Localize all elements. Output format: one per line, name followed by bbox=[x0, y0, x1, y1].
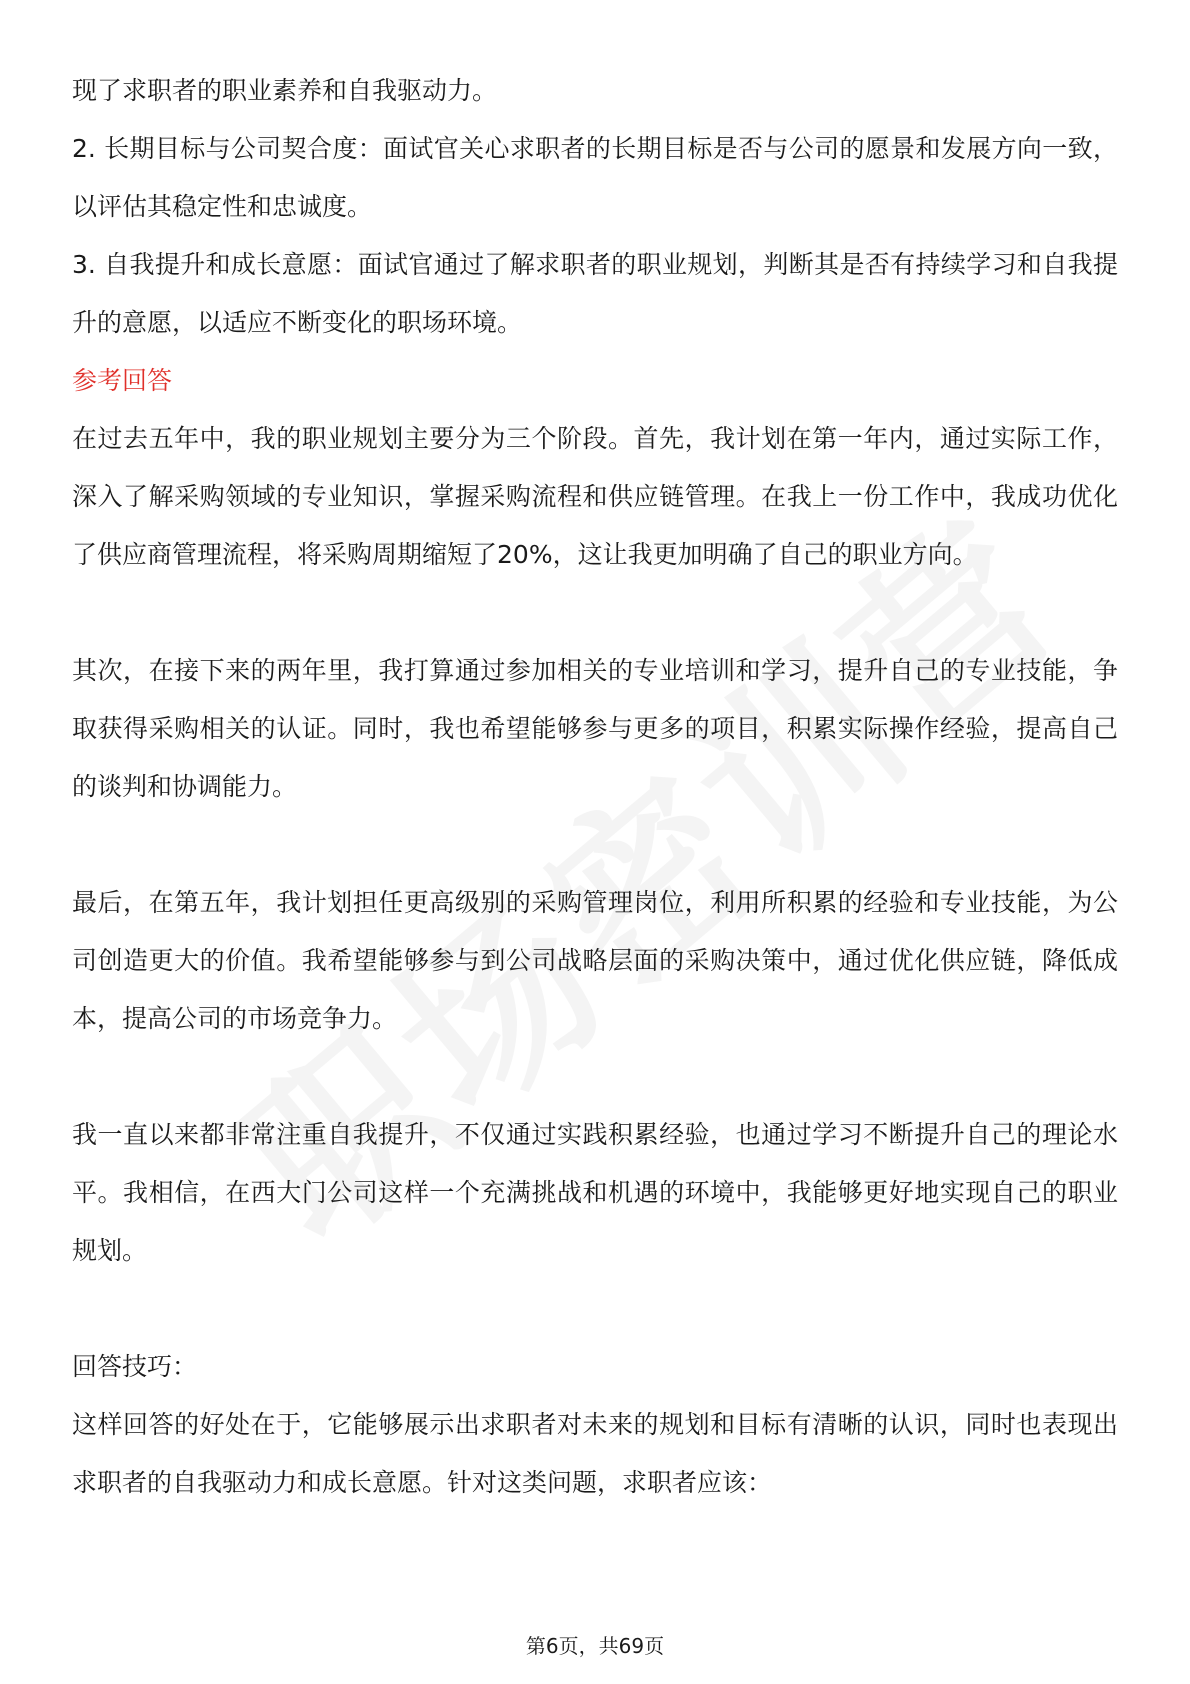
continuation-text: 现了求职者的职业素养和自我驱动力。 bbox=[72, 76, 498, 105]
tips-heading: 回答技巧： bbox=[72, 1352, 198, 1381]
answer-paragraph: 其次，在接下来的两年里，我打算通过参加相关的专业培训和学习，提升自己的专业技能，争取获得采购相关的认证。同时，我也希望能够参与更多的项目，积累实际操作经验，提高自己的谈判和协调能力。 bbox=[72, 656, 1118, 801]
page-number: 第6页，共69页 bbox=[525, 1634, 665, 1658]
paragraph-gap bbox=[72, 1048, 1118, 1106]
paragraph-gap bbox=[72, 816, 1118, 874]
point-item: 2. 长期目标与公司契合度：面试官关心求职者的长期目标是否与公司的愿景和发展方向一致，以评估其稳定性和忠诚度。 bbox=[72, 134, 1118, 221]
reference-answer-heading: 参考回答 bbox=[72, 366, 173, 395]
point-item: 3. 自我提升和成长意愿：面试官通过了解求职者的职业规划，判断其是否有持续学习和自我提升的意愿，以适应不断变化的职场环境。 bbox=[72, 250, 1118, 337]
paragraph-gap bbox=[72, 1280, 1118, 1338]
answer-paragraph: 在过去五年中，我的职业规划主要分为三个阶段。首先，我计划在第一年内，通过实际工作，深入了解采购领域的专业知识，掌握采购流程和供应链管理。在我上一份工作中，我成功优化了供应商管理流程，将采购周期缩短了20%，这让我更加明确了自己的职业方向。 bbox=[72, 424, 1118, 569]
paragraph-gap bbox=[72, 584, 1118, 642]
page-content bbox=[72, 62, 1118, 1512]
tips-paragraph: 这样回答的好处在于，它能够展示出求职者对未来的规划和目标有清晰的认识，同时也表现出求职者的自我驱动力和成长意愿。针对这类问题，求职者应该： bbox=[72, 1410, 1118, 1497]
answer-paragraph: 我一直以来都非常注重自我提升，不仅通过实践积累经验，也通过学习不断提升自己的理论水平。我相信，在西大门公司这样一个充满挑战和机遇的环境中，我能够更好地实现自己的职业规划。 bbox=[72, 1120, 1118, 1265]
answer-paragraph: 最后，在第五年，我计划担任更高级别的采购管理岗位，利用所积累的经验和专业技能，为公司创造更大的价值。我希望能够参与到公司战略层面的采购决策中，通过优化供应链，降低成本，提高公司的市场竞争力。 bbox=[72, 888, 1118, 1033]
